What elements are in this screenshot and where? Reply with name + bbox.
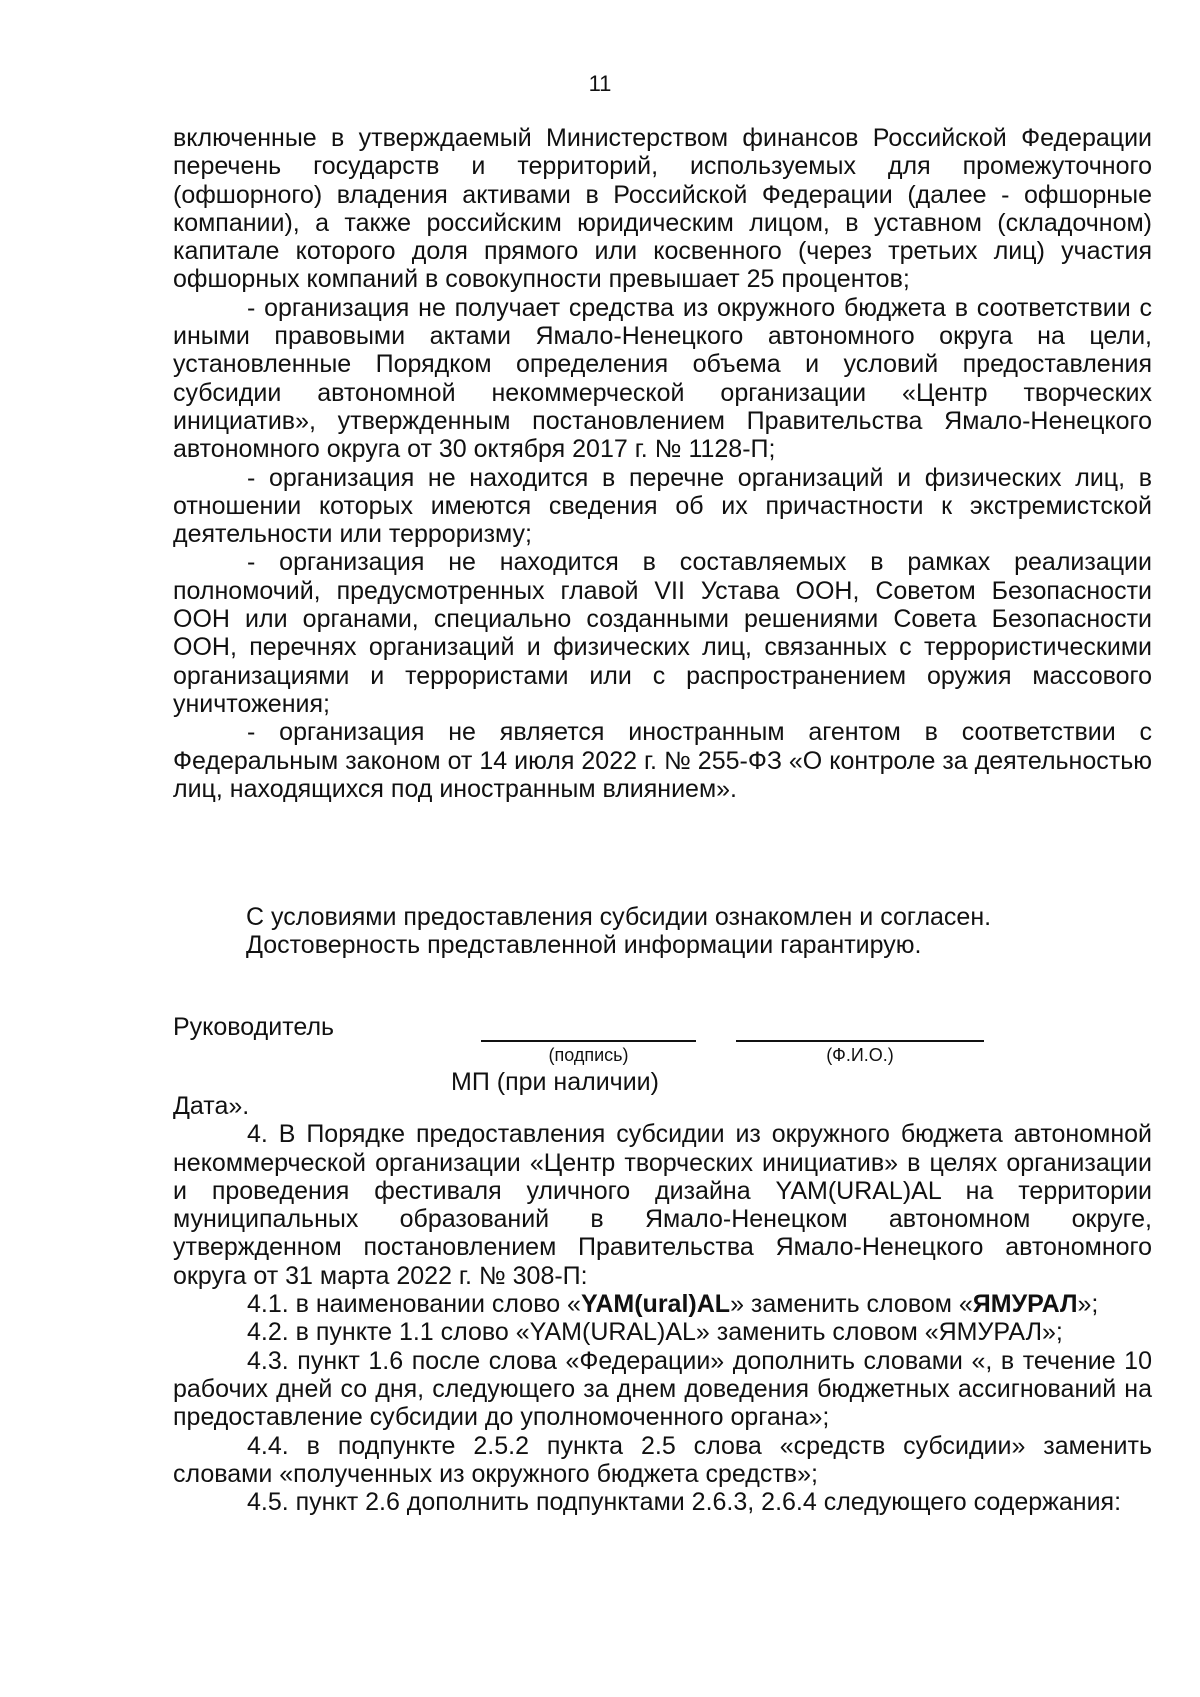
declaration-consent: С условиями предоставления субсидии ознакомлен и согласен. — [246, 903, 992, 931]
amendment-4-1-after: »; — [1077, 1290, 1099, 1319]
requirements-list — [173, 124, 1152, 803]
date-label: Дата». — [173, 1092, 250, 1120]
declaration-accuracy: Достоверность представленной информации гарантирую. — [246, 931, 922, 960]
amendment-intro: 4. В Порядке предоставления субсидии из окружного бюджета автономной некоммерческой организации «Центр творческих инициатив» в целях организации и проведения фестиваля уличного дизайна YAM(URAL)AL на территории муниципальных образований в Ямало-Ненецком автономном округе, утвержденном постановлением Правительства Ямало-Ненецкого автономного округа от 31 марта 2022 г. № 308-П: — [173, 1120, 1152, 1290]
paragraph-no-extremism: - организация не находится в перечне организаций и физических лиц, в отношении которых имеются сведения об их причастности к экстремистской деятельности или терроризму; — [173, 463, 1152, 549]
amendment-4-4: 4.4. в подпункте 2.5.2 пункта 2.5 слова «средств субсидии» заменить словами «полученных из окружного бюджета средств»; — [173, 1431, 1152, 1488]
amendment-4-1-new-word: ЯМУРАЛ — [972, 1290, 1078, 1319]
signature-caption: (подпись) — [548, 1045, 629, 1065]
signature-block — [173, 1013, 1152, 1103]
name-line — [736, 1040, 984, 1042]
amendment-4-5: 4.5. пункт 2.6 дополнить подпунктами 2.6.3, 2.6.4 следующего содержания: — [247, 1488, 1122, 1517]
amendments-section — [173, 1092, 1152, 1516]
amendment-4-1-middle: » заменить словом « — [730, 1290, 973, 1319]
paragraph-un-sanctions: - организация не находится в составляемых в рамках реализации полномочий, предусмотренных главой VII Устава ООН, Советом Безопасности ООН или органами, специально созданными решениями Совета Безопасности ООН, перечнях организаций и физических лиц, связанных с террористическими организациями и террористами или с распространением оружия массового уничтожения; — [173, 548, 1152, 718]
stamp-placeholder: МП (при наличии) — [451, 1068, 659, 1096]
applicant-declaration — [246, 903, 1146, 960]
paragraph-no-other-funding: - организация не получает средства из окружного бюджета в соответствии с иными правовыми актами Ямало-Ненецкого автономного округа на цели, установленные Порядком определения объема и условий предоставления субсидии автономной некоммерческой организации «Центр творческих инициатив», утвержденным постановлением Правительства Ямало-Ненецкого автономного округа от 30 октября 2017 г. № 1128-П; — [173, 293, 1152, 464]
name-caption: (Ф.И.О.) — [826, 1045, 894, 1065]
signatory-label: Руководитель — [173, 1013, 335, 1041]
amendment-4-3: 4.3. пункт 1.6 после слова «Федерации» дополнить словами «, в течение 10 рабочих дней со дня, следующего за днем доведения бюджетных ассигнований на предоставление субсидии до уполномоченного органа»; — [173, 1346, 1152, 1432]
amendment-4-1 — [173, 1290, 1152, 1318]
amendment-4-1-old-word: YAM(ural)AL — [580, 1290, 731, 1319]
page-number: 11 — [588, 71, 612, 96]
signature-line — [481, 1040, 696, 1042]
amendment-4-1-before: 4.1. в наименовании слово « — [247, 1290, 581, 1319]
paragraph-foreign-agent: - организация не является иностранным агентом в соответствии с Федеральным законом от 14 июля 2022 г. № 255-ФЗ «О контроле за деятельностью лиц, находящихся под иностранным влиянием». — [173, 718, 1152, 803]
amendment-4-2: 4.2. в пункте 1.1 слово «YAM(URAL)AL» заменить словом «ЯМУРАЛ»; — [247, 1318, 1063, 1347]
paragraph-offshore: включенные в утверждаемый Министерством финансов Российской Федерации перечень государств и территорий, используемых для промежуточного (офшорного) владения активами в Российской Федерации (далее - офшорные компании), а также российским юридическим лицом, в уставном (складочном) капитале которого доля прямого или косвенного (через третьих лиц) участия офшорных компаний в совокупности превышает 25 процентов; — [173, 124, 1152, 294]
